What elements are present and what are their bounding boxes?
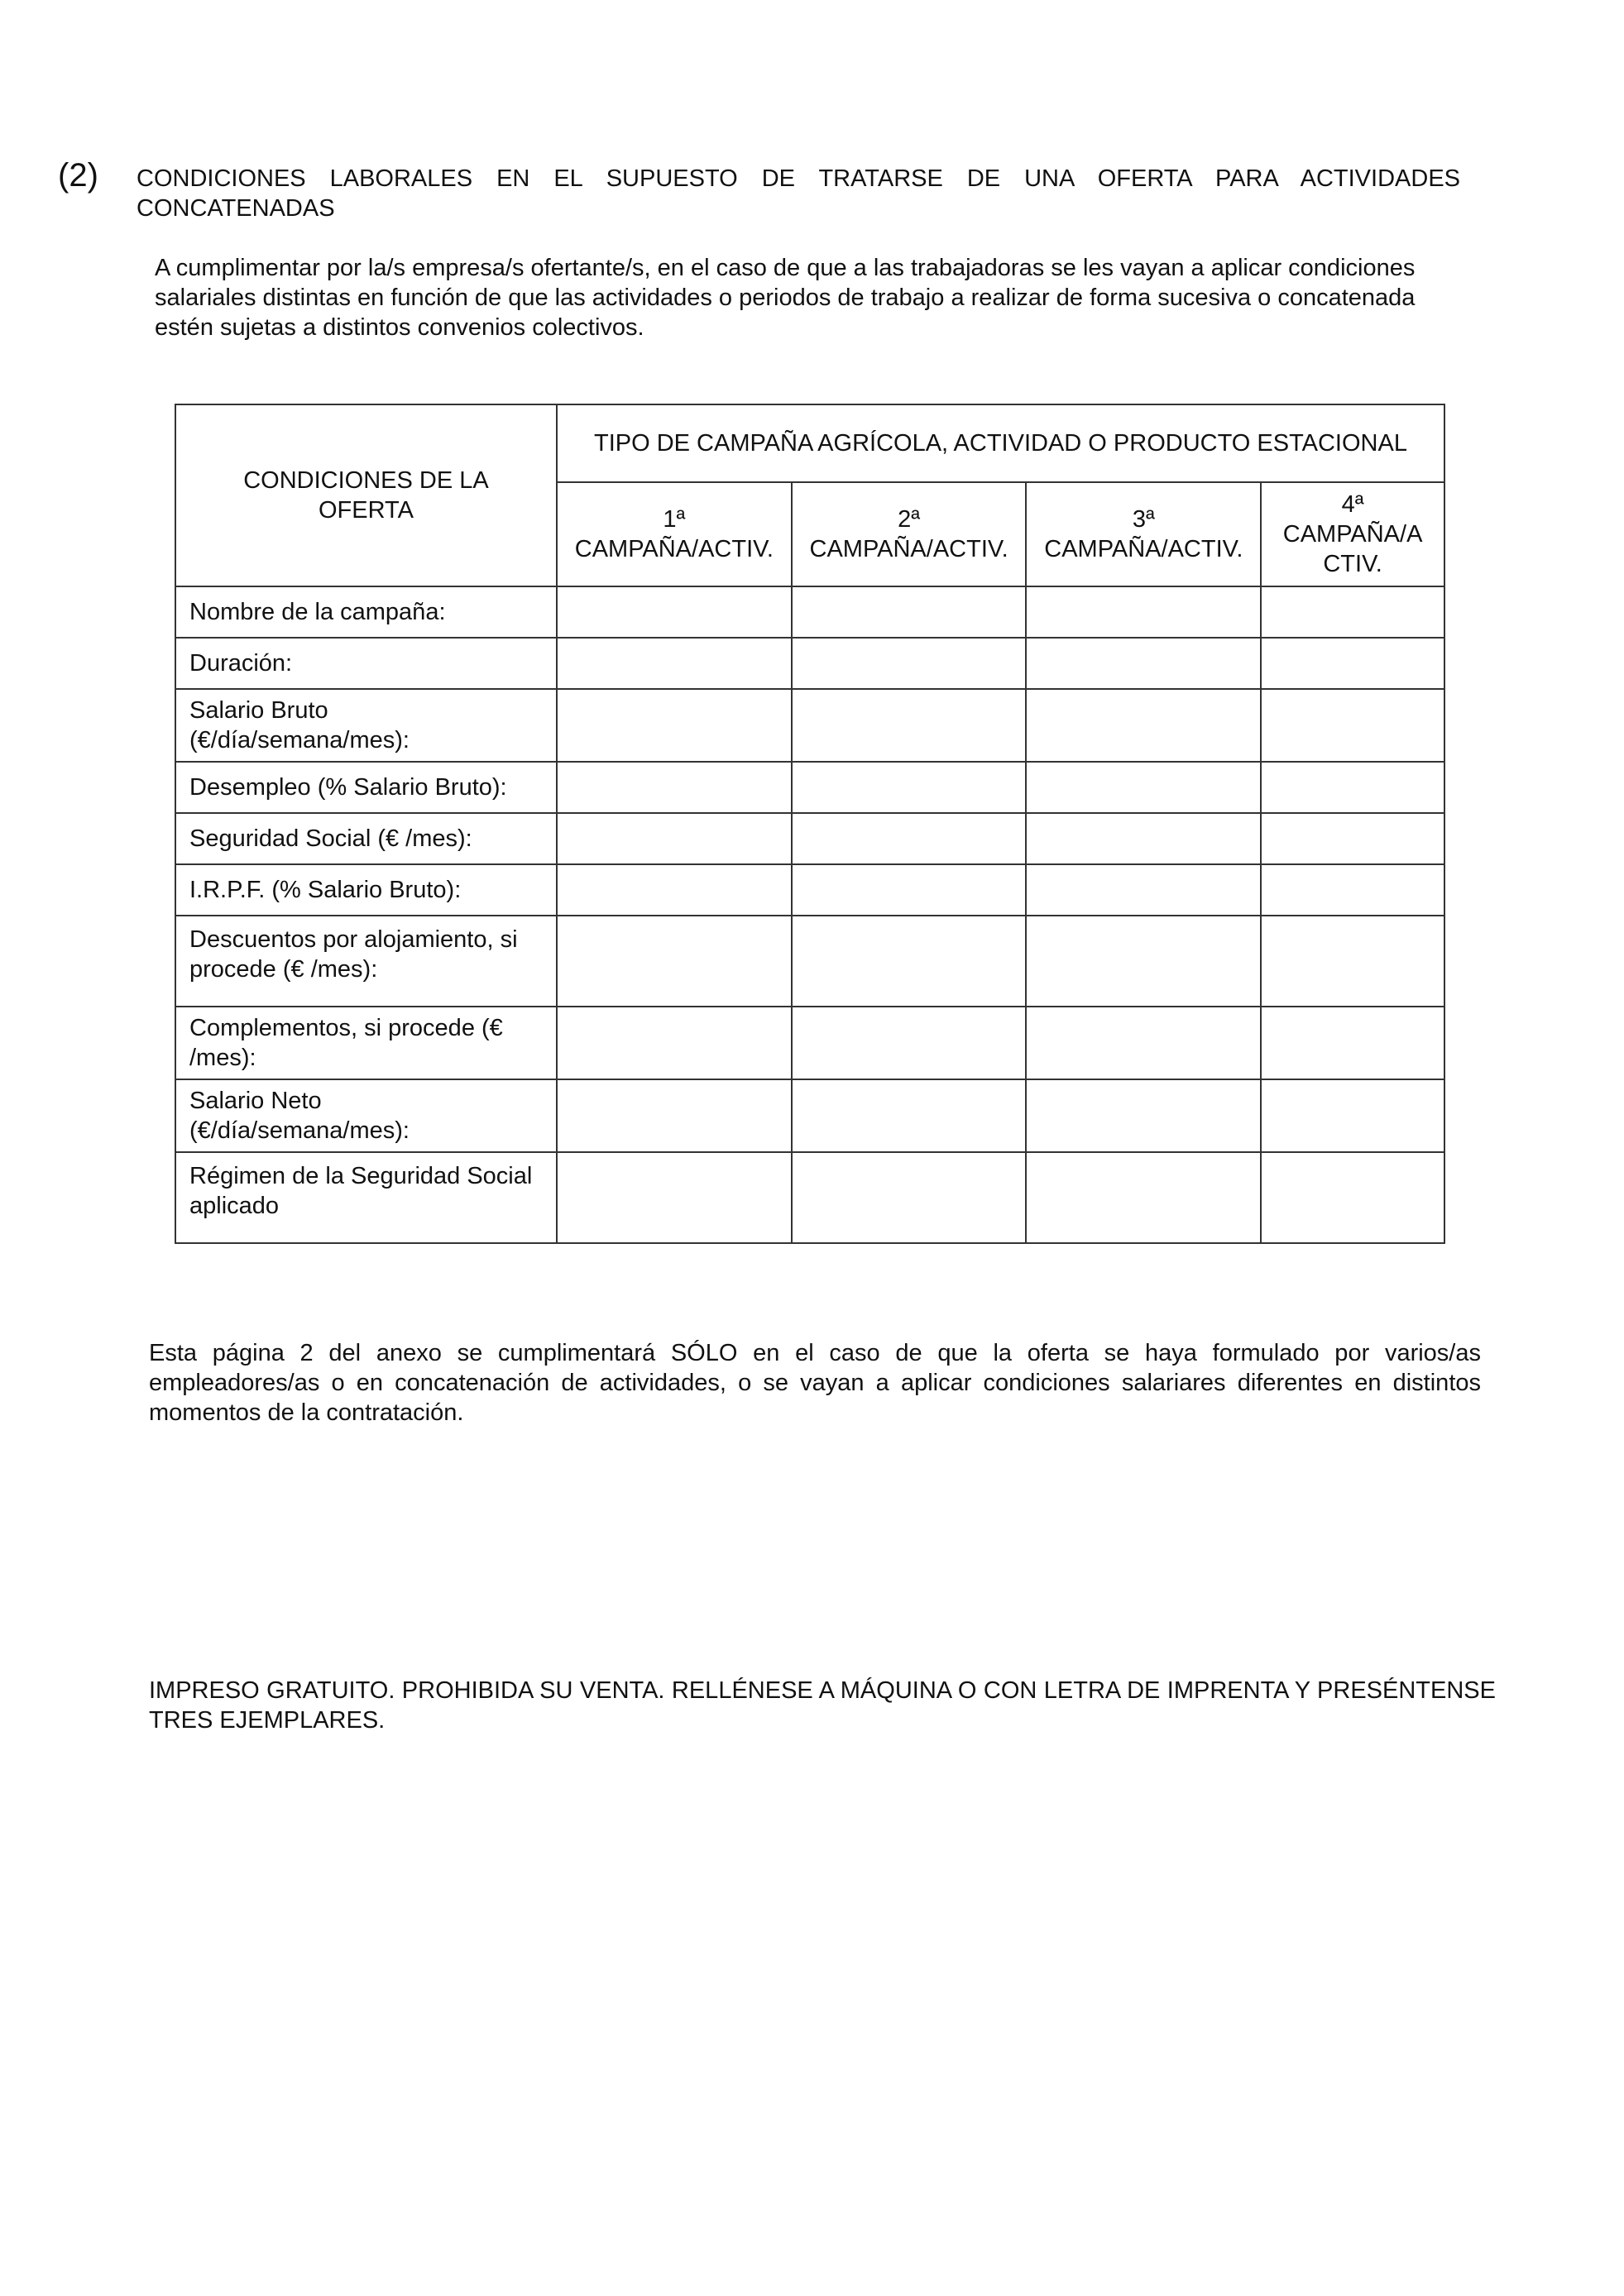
row-label bbox=[175, 1079, 557, 1152]
input-cell[interactable] bbox=[1261, 916, 1444, 1007]
input-cell[interactable] bbox=[792, 689, 1027, 762]
section-number: (2) bbox=[58, 157, 98, 194]
input-cell[interactable] bbox=[1261, 586, 1444, 638]
page-note: Esta página 2 del anexo se cumplimentará SÓLO en el caso de que la oferta se haya formulado por varios/as empleadores/as o en concatenación de actividades, o se vayan a aplicar condiciones salariares diferentes en distintos momentos de la contratación. bbox=[149, 1340, 1481, 1426]
row-label-text: Salario Bruto (€/día/semana/mes): bbox=[189, 697, 410, 753]
column-header bbox=[557, 482, 792, 586]
row-label: Nombre de la campaña: bbox=[175, 586, 557, 638]
input-cell[interactable] bbox=[1026, 762, 1261, 813]
column-label: CAMPAÑA/ACTIV. bbox=[809, 536, 1008, 562]
column-label: CAMPAÑA/ACTIV. bbox=[574, 536, 774, 562]
table-row bbox=[175, 762, 1444, 813]
input-cell[interactable] bbox=[557, 689, 792, 762]
column-ordinal: 2ª bbox=[898, 506, 921, 533]
footer-notice: IMPRESO GRATUITO. PROHIBIDA SU VENTA. RELLÉNESE A MÁQUINA O CON LETRA DE IMPRENTA Y PRESÉNTENSE TRES EJEMPLARES. bbox=[149, 1677, 1496, 1734]
input-cell[interactable] bbox=[1026, 1152, 1261, 1243]
input-cell[interactable] bbox=[1026, 916, 1261, 1007]
input-cell[interactable] bbox=[792, 762, 1027, 813]
row-label: Seguridad Social (€ /mes): bbox=[175, 813, 557, 864]
table-corner-label bbox=[175, 404, 557, 586]
input-cell[interactable] bbox=[1261, 1152, 1444, 1243]
input-cell[interactable] bbox=[557, 762, 792, 813]
input-cell[interactable] bbox=[1026, 1079, 1261, 1152]
input-cell[interactable] bbox=[792, 864, 1027, 916]
input-cell[interactable] bbox=[1026, 689, 1261, 762]
row-label: Complementos, si procede (€ /mes): bbox=[175, 1007, 557, 1079]
input-cell[interactable] bbox=[557, 1079, 792, 1152]
input-cell[interactable] bbox=[792, 813, 1027, 864]
input-cell[interactable] bbox=[1026, 813, 1261, 864]
column-label: CAMPAÑA/A CTIV. bbox=[1282, 521, 1423, 577]
corner-label-text: CONDICIONES DE LA OFERTA bbox=[243, 467, 489, 524]
table-row bbox=[175, 1007, 1444, 1079]
column-label: CAMPAÑA/ACTIV. bbox=[1044, 536, 1243, 562]
row-label: Descuentos por alojamiento, si procede (€ /mes): bbox=[175, 916, 557, 1007]
row-label bbox=[175, 689, 557, 762]
input-cell[interactable] bbox=[1261, 1007, 1444, 1079]
section-intro: A cumplimentar por la/s empresa/s ofertante/s, en el caso de que a las trabajadoras se les vayan a aplicar condiciones salariales distintas en función de que las actividades o periodos de trabajo a realizar de forma sucesiva o concatenada estén sujetas a distintos convenios colectivos. bbox=[155, 255, 1416, 341]
row-label: Régimen de la Seguridad Social aplicado bbox=[175, 1152, 557, 1243]
table-row bbox=[175, 586, 1444, 638]
column-ordinal: 3ª bbox=[1132, 506, 1155, 533]
column-header bbox=[792, 482, 1027, 586]
table-row bbox=[175, 1079, 1444, 1152]
row-label: I.R.P.F. (% Salario Bruto): bbox=[175, 864, 557, 916]
input-cell[interactable] bbox=[792, 586, 1027, 638]
input-cell[interactable] bbox=[1026, 864, 1261, 916]
row-label: Desempleo (% Salario Bruto): bbox=[175, 762, 557, 813]
input-cell[interactable] bbox=[1261, 638, 1444, 689]
column-header bbox=[1026, 482, 1261, 586]
input-cell[interactable] bbox=[1026, 638, 1261, 689]
table-group-header: TIPO DE CAMPAÑA AGRÍCOLA, ACTIVIDAD O PRODUCTO ESTACIONAL bbox=[557, 404, 1444, 482]
column-ordinal: 4ª bbox=[1341, 491, 1364, 518]
input-cell[interactable] bbox=[557, 813, 792, 864]
input-cell[interactable] bbox=[1261, 1079, 1444, 1152]
input-cell[interactable] bbox=[557, 1152, 792, 1243]
section-title: CONDICIONES LABORALES EN EL SUPUESTO DE TRATARSE DE UNA OFERTA PARA ACTIVIDADES CONCATENADAS bbox=[137, 165, 1460, 222]
input-cell[interactable] bbox=[792, 1079, 1027, 1152]
table-row bbox=[175, 689, 1444, 762]
table-row bbox=[175, 638, 1444, 689]
input-cell[interactable] bbox=[1261, 864, 1444, 916]
row-label-text: Salario Neto (€/día/semana/mes): bbox=[189, 1088, 410, 1144]
input-cell[interactable] bbox=[1261, 762, 1444, 813]
conditions-table bbox=[175, 404, 1445, 1244]
input-cell[interactable] bbox=[792, 1007, 1027, 1079]
table-row bbox=[175, 864, 1444, 916]
input-cell[interactable] bbox=[1261, 689, 1444, 762]
input-cell[interactable] bbox=[557, 1007, 792, 1079]
row-label: Duración: bbox=[175, 638, 557, 689]
table-row bbox=[175, 916, 1444, 1007]
input-cell[interactable] bbox=[792, 1152, 1027, 1243]
input-cell[interactable] bbox=[1026, 1007, 1261, 1079]
table-row bbox=[175, 813, 1444, 864]
input-cell[interactable] bbox=[792, 638, 1027, 689]
input-cell[interactable] bbox=[557, 916, 792, 1007]
input-cell[interactable] bbox=[557, 864, 792, 916]
column-ordinal: 1ª bbox=[663, 506, 686, 533]
input-cell[interactable] bbox=[792, 916, 1027, 1007]
input-cell[interactable] bbox=[1026, 586, 1261, 638]
table-row bbox=[175, 1152, 1444, 1243]
input-cell[interactable] bbox=[557, 638, 792, 689]
column-header bbox=[1261, 482, 1444, 586]
input-cell[interactable] bbox=[1261, 813, 1444, 864]
input-cell[interactable] bbox=[557, 586, 792, 638]
